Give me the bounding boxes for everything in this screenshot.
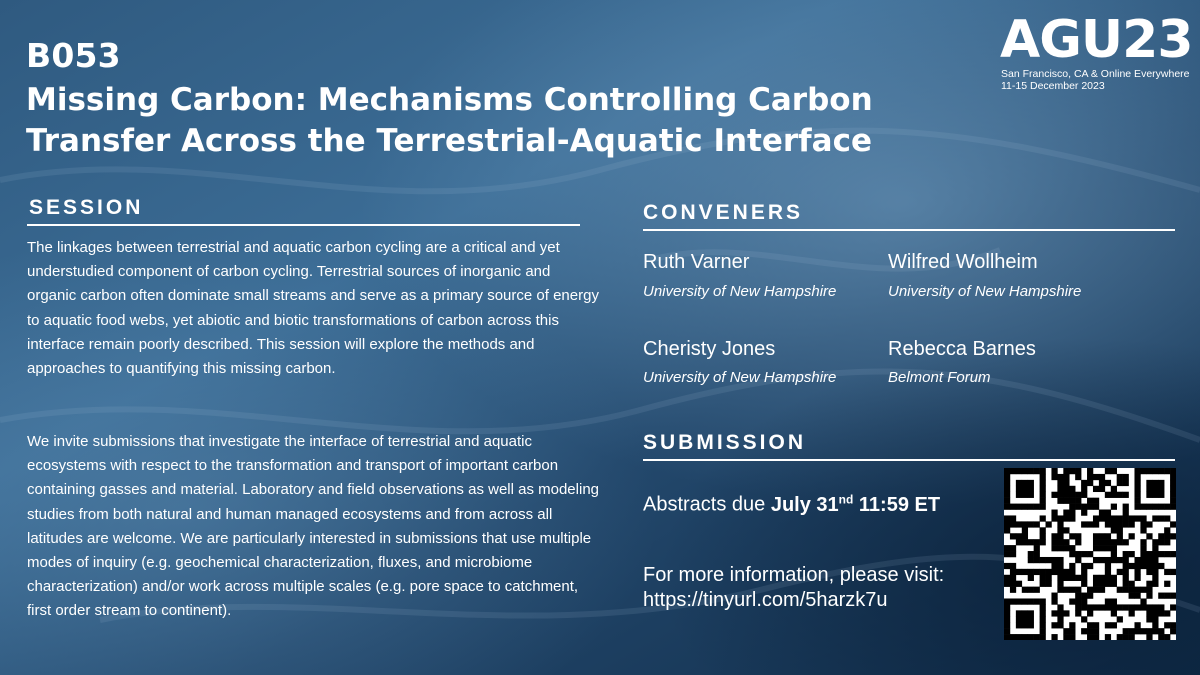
convener-name: Rebecca Barnes bbox=[888, 338, 1036, 360]
deadline-time: 11:59 ET bbox=[853, 493, 941, 516]
deadline-date bbox=[771, 494, 940, 516]
convener-affiliation: University of New Hampshire bbox=[643, 369, 837, 386]
submission-divider bbox=[643, 459, 1175, 461]
conveners-divider bbox=[643, 229, 1175, 231]
session-description: The linkages between terrestrial and aquatic carbon cycling are a critical and yet understudied component of carbon cycling. Terrestrial sources of inorganic and organic carbon often dominate small streams and serve as a primary source of energy to aquatic food webs, yet abiotic and biotic transformations of carbon across this interface remain poorly described. This session will explore the methods and approaches to quantifying this missing carbon. bbox=[27, 239, 599, 378]
deadline-prefix: Abstracts due bbox=[643, 493, 771, 516]
convener-affiliation: University of New Hampshire bbox=[888, 283, 1082, 300]
session-code: B053 bbox=[26, 36, 121, 75]
convener-name: Ruth Varner bbox=[643, 251, 750, 273]
session-title-line-1: Missing Carbon: Mechanisms Controlling Carbon bbox=[26, 82, 873, 118]
session-title-line-2: Transfer Across the Terrestrial-Aquatic Interface bbox=[26, 123, 872, 159]
info-prompt: For more information, please visit: bbox=[643, 564, 945, 586]
logo-location: San Francisco, CA & Online Everywhere bbox=[1001, 68, 1190, 80]
convener-name: Cheristy Jones bbox=[643, 338, 776, 360]
convener-affiliation: Belmont Forum bbox=[888, 369, 991, 386]
submission-heading: SUBMISSION bbox=[643, 431, 807, 454]
logo-dates: 11-15 December 2023 bbox=[1001, 80, 1105, 92]
session-heading: SESSION bbox=[29, 196, 144, 219]
agu23-logo: AGU23 bbox=[1000, 10, 1193, 70]
session-invitation: We invite submissions that investigate the interface of terrestrial and aquatic ecosystems with respect to the transformation and transport of important carbon containing gasses and material. Laboratory and field observations as well as modeling studies from both natural and human managed ecosystems and from across all latitudes are welcome. We are particularly interested in submissions that use multiple modes of inquiry (e.g. geochemical characterization, fluxes, and microbiome characterization) and/or work across multiple scales (e.g. pore space to catchment, first order stream to continent). bbox=[27, 433, 599, 620]
session-divider bbox=[27, 224, 580, 226]
convener-affiliation: University of New Hampshire bbox=[643, 283, 837, 300]
qr-code[interactable] bbox=[1004, 468, 1176, 640]
deadline-ordinal: nd bbox=[838, 492, 854, 506]
convener-name: Wilfred Wollheim bbox=[888, 251, 1038, 273]
info-url-link[interactable]: https://tinyurl.com/5harzk7u bbox=[643, 589, 888, 611]
deadline-month-day: July 31 bbox=[770, 493, 839, 516]
abstract-deadline bbox=[643, 487, 940, 518]
conveners-heading: CONVENERS bbox=[643, 201, 804, 224]
